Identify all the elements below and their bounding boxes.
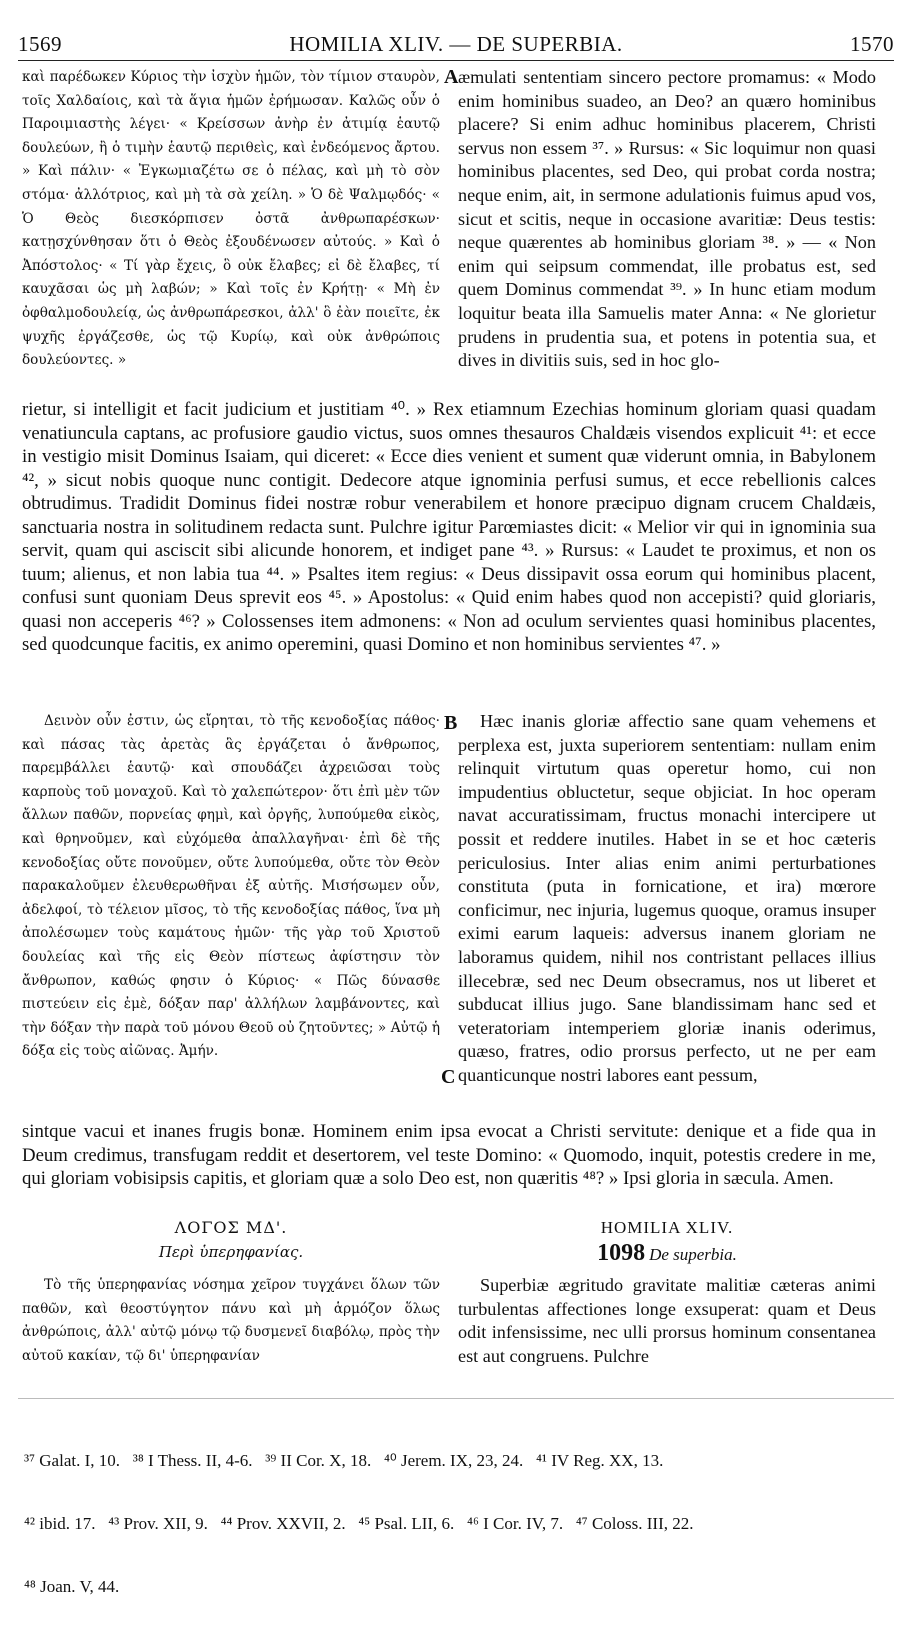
footnote-line-1: ³⁷ Galat. I, 10. ³⁸ I Thess. II, 4-6. ³⁹ II Cor. X, 18. ⁴⁰ Jerem. IX, 23, 24. ⁴¹ IV Reg. XX, 13. xyxy=(24,1451,664,1470)
page-number-left: 1569 xyxy=(18,32,62,56)
latin-heading-subtitle: De superbia. xyxy=(649,1245,737,1264)
latin-column-top: æmulati sententiam sincero pectore promamus: « Modo enim hominibus suadeo, an Deo? an quæro hominibus placere? Si enim adhuc hominibus placerem, Christi servus non essem ³⁷. » Rursus: « Sic loquimur non quasi hominibus placentes, sed Deo, qui probat corda nostra; neque enim, ait, in sermone adulationis fuimus apud vos, sicut et scitis, neque in occasione avaritiæ: Deus testis: neque quærentes ab hominibus gloriam ³⁸. » — « Non enim qui seipsum commendat, ille probatus est, sed quem Dominus commendat ³⁹. » In hunc etiam modum loquitur beata illa Samuelis mater Anna: « Ne glorietur prudens in prudentia sua, et potens in potentia sua, et dives in divitiis suis, sed in hoc glo- xyxy=(458,67,876,371)
greek-column-bottom: Τὸ τῆς ὑπερηφανίας νόσημα χεῖρον τυγχάνει ὅλων τῶν παθῶν, καὶ θεοστύγητον πάνυ καὶ μὴ ἁρμόζον ὅλως ἀνθρώποις, ἀλλ' αὐτῷ μόνῳ τῷ δυσμενεῖ διαβόλῳ, πρὸς τὴν αὐτοῦ κακίαν, τῷ δι' ὑπερηφανίαν xyxy=(22,1277,440,1364)
latin-heading-title: HOMILIA XLIV. xyxy=(600,1218,734,1237)
latin-heading xyxy=(458,1218,876,1267)
footnotes xyxy=(24,1408,888,1639)
greek-heading-title: ΛΟΓΟΣ ΜΔ'. xyxy=(174,1218,288,1237)
column-marker-b: B xyxy=(444,712,458,734)
running-title: HOMILIA XLIV. — DE SUPERBIA. xyxy=(289,32,623,56)
latin-fullwidth-1: rietur, si intelligit et facit judicium et justitiam ⁴⁰. » Rex etiamnum Ezechias hominum gloriam quasi quadam venatiuncula captans, ac profusiore gaudio victus, suos omnes thesauros Chaldæis visendos explicuit ⁴¹: et ecce in vestigio misit Dominus Isaiam, qui diceret: « Ecce dies venient et sument quæ viderunt omnia, in Babylonem ⁴², » sicut nobis quoque nunc contigit. Dedecore atque ignominia perfusi sumus, et ecce rebellionis calces obtrudimus. Tradidit Dominus fidei nostræ robur venerabilem et honore præcipuo dignam crucem Chaldæis, sanctuaria nostra in solitudinem redacta sunt. Pulchre igitur Parœmiastes dicit: « Melior vir qui in ignominia sua servit, quam qui asciscit sibi alicunde honorem, et indiget pane ⁴³. » Rursus: « Laudet te proximus, et non os tuum; alienus, et non labia tua ⁴⁴. » Psaltes item regius: « Deus dissipavit ossa eorum qui hominibus placent, confusi sunt quoniam Deus sprevit eos ⁴⁵. » Apostolus: « Quid enim habes quod non accepisti? quid gloriaris, quasi non acceperis ⁴⁶? » Colossenses item admonens: « Non ad oculum servientes quasi hominibus placentes, sed quodcunque facitis, ex animo operemini, quasi Domino et non hominibus servientes ⁴⁷. » xyxy=(22,399,876,655)
greek-heading xyxy=(22,1218,440,1261)
footnote-line-2: ⁴² ibid. 17. ⁴³ Prov. XII, 9. ⁴⁴ Prov. XXVII, 2. ⁴⁵ Psal. LII, 6. ⁴⁶ I Cor. IV, 7. ⁴⁷ Coloss. III, 22. xyxy=(24,1514,694,1533)
header-rule xyxy=(18,60,894,61)
footnote-rule xyxy=(18,1398,894,1399)
column-number: 1098 xyxy=(597,1240,646,1266)
greek-heading-subtitle: Περὶ ὑπερηφανίας. xyxy=(158,1243,304,1261)
running-header xyxy=(18,32,894,62)
page-number-right: 1570 xyxy=(850,32,894,56)
column-marker-c: C xyxy=(441,1066,456,1088)
greek-column-middle: Δεινὸν οὖν ἐστιν, ὡς εἴρηται, τὸ τῆς κενοδοξίας πάθος· καὶ πάσας τὰς ἀρετὰς ἃς ἐργάζεται ὁ ἄνθρωπος, παρεμβάλλει ἑαυτῷ· καὶ σπουδάζει ἀχρειῶσαι τοὺς καρποὺς τοῦ μοναχοῦ. Καὶ τὸ χαλεπώτερον· ὅτι ἐπὶ μὲν τῶν ἄλλων παθῶν, πορνείας φημὶ, καὶ ὀργῆς, λυπούμεθα εἰκὸς, καὶ θρηνοῦμεν, καὶ εὐχόμεθα ἀπαλλαγῆναι· ἐπὶ δὲ τῆς κενοδοξίας οὔτε πονοῦμεν, οὔτε λυπούμεθα, οὔτε τὸν Θεὸν παρακαλοῦμεν ἐλευθερωθῆναι ἐξ αὐτῆς. Μισήσωμεν οὖν, ἀδελφοί, τὸ τέλειον μῖσος, τὸ τῆς κενοδοξίας πάθος, ἵνα μὴ ἀπολέσωμεν τοὺς καμάτους ἡμῶν· τῆς γὰρ τοῦ Χριστοῦ δουλείας καὶ τῆς εἰς Θεὸν πίστεως ἀφίστησιν τὸν ἄνθρωπον, καθώς φησιν ὁ Κύριος· « Πῶς δύνασθε πιστεύειν εἰς ἐμὲ, δόξαν παρ' ἀλλήλων λαμβάνοντες, καὶ τὴν δόξαν τὴν παρὰ τοῦ μόνου Θεοῦ οὐ ζητοῦντες; » Αὐτῷ ἡ δόξα εἰς τοὺς αἰῶνας. Ἀμήν. xyxy=(22,713,440,1060)
latin-column-bottom: Superbiæ ægritudo gravitate malitiæ cæteras animi turbulentas affectiones longe exsuperat: quam et Deus odit infensissime, nec ulli prorsus hominum consentanea est aut congruens. Pulchre xyxy=(458,1275,876,1366)
greek-column-top: καὶ παρέδωκεν Κύριος τὴν ἰσχὺν ἡμῶν, τὸν τίμιον σταυρὸν, τοῖς Χαλδαίοις, καὶ τὰ ἅγια ἡμῶν ἐρήμωσαν. Καλῶς οὖν ὁ Παροιμιαστὴς λέγει· « Κρείσσων ἀνὴρ ἐν ἀτιμίᾳ ἑαυτῷ δουλεύων, ἢ ὁ τιμὴν ἑαυτῷ περιθεὶς, καὶ ἐνδεόμενος ἄρτου. » Καὶ πάλιν· « Ἐγκωμιαζέτω σε ὁ πέλας, καὶ μὴ τὸ σὸν στόμα· ἀλλότριος, καὶ μὴ τὰ σὰ χείλη. » Ὁ δὲ Ψαλμῳδός· « Ὁ Θεὸς διεσκόρπισεν ὀστᾶ ἀνθρωπαρέσκων· κατῃσχύνθησαν ὅτι ὁ Θεὸς ἐξουδένωσεν αὐτούς. » Καὶ ὁ Ἀπόστολος· « Τί γὰρ ἔχεις, ὃ οὐκ ἔλαβες; εἰ δὲ ἔλαβες, τί καυχᾶσαι ὡς μὴ λαβών; » Καὶ τοῖς ἐν Κρήτῃ· « Μὴ ἐν ὀφθαλμοδουλείᾳ, ὡς ἀνθρωπάρεσκοι, ἀλλ' ὃ ἐὰν ποιεῖτε, ἐκ ψυχῆς ἐργάζεσθε, ὡς τῷ Κυρίῳ, καὶ οὐκ ἀνθρώποις δουλεύοντες. » xyxy=(22,69,440,369)
column-marker-a: A xyxy=(444,66,459,88)
footnote-line-3: ⁴⁸ Joan. V, 44. xyxy=(24,1577,120,1596)
latin-column-middle: Hæc inanis gloriæ affectio sane quam vehemens et perplexa est, juxta superiorem sententiam: nullam enim relinquit virtutum quas operetur homo, cui non impudentius obluctetur, seque objiciat. In hoc operam navat accuratissimam, fructus monachi intercipere ut possit et reddere inutiles. Habet in se et hoc cæteris periculosius. Inter alias enim animi perturbationes constituta (puta in fornicatione, et ira) mœrore conficimur, nec injuria, lugemus quoque, oramus insuper eximi earum laqueis: adversus inanem gloriam ne laboramus quidem, nihil nos contristant pellaces illius illecebræ, sed nec Deum obsecramus, nos ut liberet et subducat illius jugo. Sane blandissimam hanc sed et veteratoriam intemperiem gloriæ inanis oderimus, quæso, fratres, odio prorsus perfecto, ut ne per eam quanticunque nostri labores eant pessum, xyxy=(458,711,876,1085)
latin-fullwidth-2: sintque vacui et inanes frugis bonæ. Hominem enim ipsa evocat a Christi servitute: denique et a fide qua in Deum credimus, transfugam reddit et desertorem, vel teste Domino: « Quomodo, inquit, potestis credere in me, qui gloriam vobisipsis capitis, et gloriam quæ a solo Deo est, non quæritis ⁴⁸? » Ipsi gloria in sæcula. Amen. xyxy=(22,1121,876,1189)
